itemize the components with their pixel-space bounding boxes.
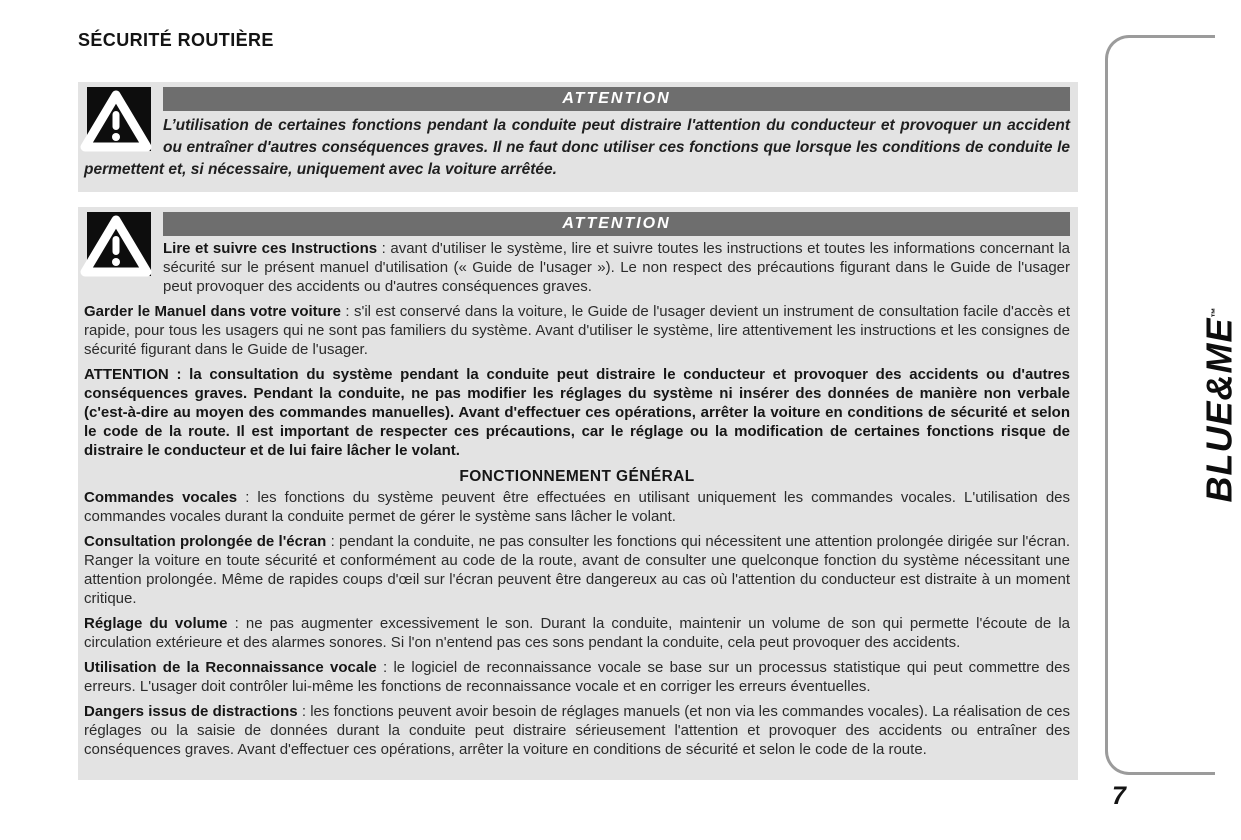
paragraph-text: : ne pas augmenter excessivement le son. Durant la conduite, maintenir un volume de son qui permette l'écoute de la circulation extérieure et des alarmes sonores. Si l'on n'entend pas ces sons pendant la conduite, cela peut provoquer des accidents. bbox=[84, 615, 1070, 651]
warning-header: ATTENTION bbox=[163, 87, 1070, 111]
paragraph-lead: Commandes vocales bbox=[84, 489, 238, 506]
section-heading-general-operation: FONCTIONNEMENT GÉNÉRAL bbox=[459, 468, 695, 485]
paragraph-volume-setting bbox=[84, 614, 1070, 652]
warning-box-instructions bbox=[78, 207, 1078, 780]
paragraph-attention-consultation bbox=[84, 365, 1070, 460]
paragraph-distraction-dangers bbox=[84, 702, 1070, 759]
paragraph-text: : avant d'utiliser le système, lire et suivre toutes les instructions et toutes les informations concernant la sécurité sur le présent manuel d'utilisation (« Guide de l'usager »). Le non respect des précautions figurant dans le Guide de l'usager peut provoquer des accidents ou d'autres conséquences graves. bbox=[163, 240, 1071, 295]
paragraph-lead: Garder le Manuel dans votre voiture bbox=[84, 303, 342, 320]
paragraph-text: : les fonctions peuvent avoir besoin de réglages manuels (et non via les commandes vocales). La réalisation de ces réglages ou la saisie de données durant la conduite peut distraire sérieusement l'attention et provoquer des accidents ou entraîner des conséquences graves. Avant d'effectuer ces opérations, arrêter la voiture en conditions de sécurité et selon le code de la route. bbox=[84, 703, 1071, 758]
warning-triangle-icon bbox=[87, 87, 151, 151]
warning-body-text: L’utilisation de certaines fonctions pendant la conduite peut distraire l'attention du conducteur et provoquer un accident ou entraîner d'autres conséquences graves. Il ne faut donc utiliser ces fonctions que lorsque les conditions de conduite le permettent et, si nécessaire, uniquement avec la voiture arrêtée. bbox=[84, 117, 1070, 178]
paragraph-text: : pendant la conduite, ne pas consulter les fonctions qui nécessitent une attention prolongée dirigée sur l'écran. Ranger la voiture en toute sécurité et conformément au code de la route, avant de consulter une quelconque fonction du système nécessitant une attention prolongée. Même de rapides coups d'œil sur l'écran peuvent être dangereux au cas où l'attention du conducteur est distraite à un moment critique. bbox=[84, 533, 1070, 607]
page-number: 7 bbox=[1112, 782, 1126, 810]
paragraph-lead: Lire et suivre ces Instructions bbox=[163, 240, 378, 257]
brand-logo-text: BLUE&ME bbox=[1198, 317, 1240, 503]
chapter-tab bbox=[1105, 35, 1240, 775]
paragraph-text: : s'il est conservé dans la voiture, le Guide de l'usager devient un instrument de consultation facile d'accès et rapide, pour tous les usagers qui ne sont pas familiers du système. Avant d'utiliser le système, lire attentivement les instructions et les consignes de sécurité figurant dans le Guide de l'usager. bbox=[84, 303, 1070, 358]
paragraph-lead: Consultation prolongée de l'écran bbox=[84, 533, 327, 550]
paragraph-keep-manual bbox=[84, 302, 1070, 359]
blue-and-me-logo bbox=[1199, 308, 1241, 503]
paragraph-prolonged-screen-viewing bbox=[84, 532, 1070, 608]
paragraph-text: : les fonctions du système peuvent être effectuées en utilisant uniquement les commandes vocales. L'utilisation des commandes vocales durant la conduite permet de gérer le système sans lâcher le volant. bbox=[84, 489, 1071, 525]
trademark-symbol: ™ bbox=[1210, 307, 1222, 318]
warning-triangle-icon bbox=[87, 212, 151, 276]
paragraph-read-instructions bbox=[84, 239, 1070, 296]
page-title: SÉCURITÉ ROUTIÈRE bbox=[78, 30, 274, 50]
paragraph-lead: Dangers issus de distractions bbox=[84, 703, 298, 720]
warning-box-driving bbox=[78, 82, 1078, 192]
paragraph-lead: Utilisation de la Reconnaissance vocale bbox=[84, 659, 377, 676]
paragraph-lead: ATTENTION : la consultation du système pendant la conduite peut distraire le conducteur et provoquer des accidents ou d'autres conséquences graves. Pendant la conduite, ne pas modifier les réglages du système ni insérer des données de manière non verbale (c'est-à-dire au moyen des commandes manuelles). Avant d'effectuer ces opérations, arrêter la voiture en conditions de sécurité et selon le code de la route. Il est important de respecter ces précautions, car le réglage ou la modification de certaines fonctions risque de distraire le conducteur et de lui faire lâcher le volant. bbox=[84, 366, 1070, 459]
paragraph-lead: Réglage du volume bbox=[84, 615, 228, 632]
paragraph-voice-recognition-use bbox=[84, 658, 1070, 696]
paragraph-voice-commands bbox=[84, 488, 1070, 526]
paragraph-text: : le logiciel de reconnaissance vocale se base sur un processus statistique qui peut commettre des erreurs. L'usager doit contrôler lui-même les fonctions de reconnaissance vocale et en corriger les erreurs éventuelles. bbox=[84, 659, 1070, 695]
warning-header: ATTENTION bbox=[163, 212, 1070, 236]
